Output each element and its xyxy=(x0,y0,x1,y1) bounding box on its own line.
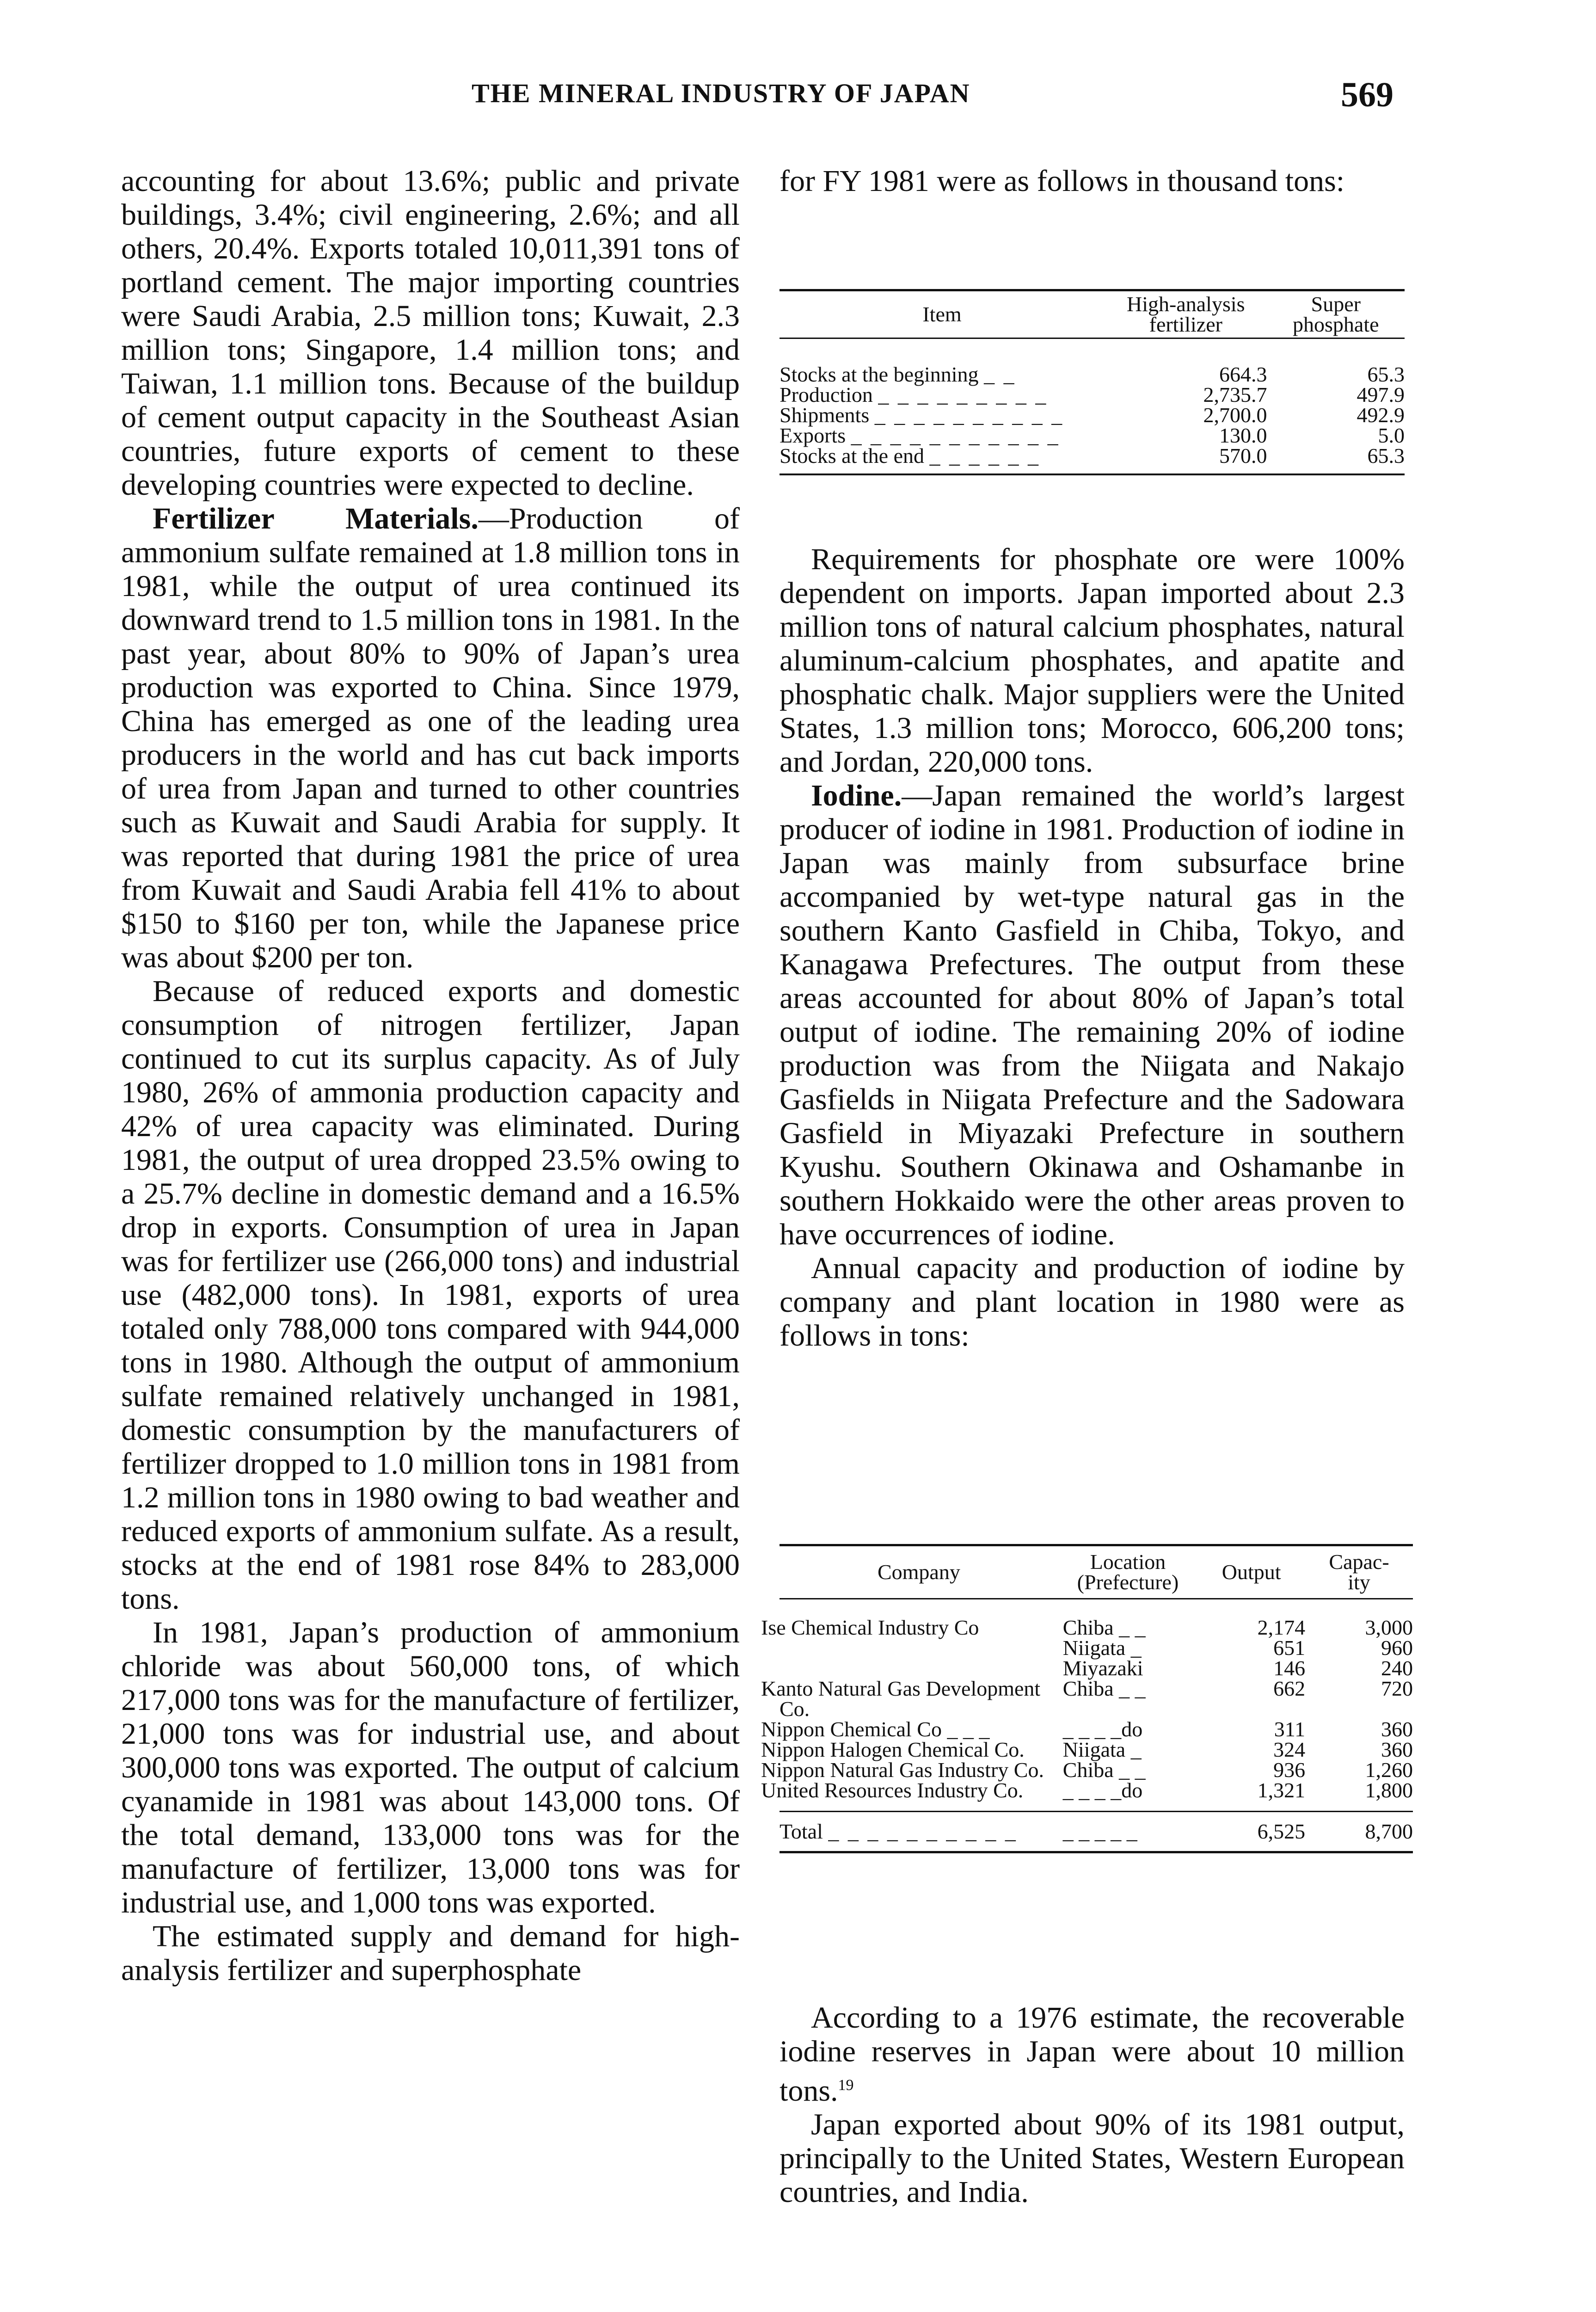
row-company xyxy=(780,1638,1058,1658)
capacity-header-line1: Capac- xyxy=(1329,1550,1389,1574)
row-output: 651 xyxy=(1273,1636,1306,1660)
table-row xyxy=(780,364,1405,385)
fertilizer-table-body xyxy=(780,338,1405,474)
right-column-bottom xyxy=(780,2001,1405,2209)
right-column-middle xyxy=(780,542,1405,1353)
row-capacity: 720 xyxy=(1381,1676,1413,1700)
row-superphosphate: 65.3 xyxy=(1367,362,1405,386)
fy1981-intro-paragraph: for FY 1981 were as follows in thousand tons: xyxy=(780,164,1345,198)
table-header-output: Output xyxy=(1222,1560,1281,1584)
ammonium-chloride-paragraph: In 1981, Japan’s production of ammonium chloride was about 560,000 tons, of which 217,000 tons was for the manufacture of fertilizer, 21,000 tons was for industrial use, and about 300,000 tons was exported. The output of calcium cyanamide in 1981 was about 143,000 tons. Of the total demand, 133,000 tons was for the manufacture of fertilizer, 13,000 tons was for industrial use, and 1,000 tons was exported. xyxy=(121,1616,740,1919)
row-high-analysis: 570.0 xyxy=(1219,443,1267,467)
row-leader: _ _ _ _ _ _ _ _ _ xyxy=(878,382,1048,406)
location-header-line1: Location xyxy=(1090,1550,1166,1574)
iodine-paragraph xyxy=(780,779,1405,1251)
row-location: _ _ _ _do xyxy=(1062,1717,1143,1741)
table-row xyxy=(780,1679,1413,1719)
row-company: Nippon Natural Gas Industry Co. xyxy=(761,1758,1044,1782)
row-capacity: 1,800 xyxy=(1365,1778,1413,1802)
table-row xyxy=(780,1719,1413,1740)
row-leader: _ _ _ _ _ _ _ _ _ _ _ xyxy=(851,423,1060,447)
capacity-header-line2: ity xyxy=(1348,1570,1370,1594)
table-header-item: Item xyxy=(922,302,962,326)
row-high-analysis: 664.3 xyxy=(1219,362,1267,386)
row-output: 662 xyxy=(1273,1676,1306,1700)
table-row xyxy=(780,1658,1413,1679)
row-superphosphate: 5.0 xyxy=(1378,423,1405,447)
phosphate-ore-paragraph: Requirements for phosphate ore were 100% dependent on imports. Japan imported about 2.3 million tons of natural calcium phosphates, natural aluminum-calcium phosphates, and apatite and phosphatic chalk. Major suppliers were the United States, 1.3 million tons; Morocco, 606,200 tons; and Jordan, 220,000 tons. xyxy=(780,542,1405,779)
table-row xyxy=(780,1760,1413,1780)
row-capacity: 240 xyxy=(1381,1656,1413,1680)
iodine-capacity-table xyxy=(761,1544,1413,1853)
right-column-top xyxy=(780,164,1405,198)
row-location: Niigata _ xyxy=(1062,1636,1142,1660)
row-item xyxy=(780,382,1105,406)
row-high-analysis: 2,700.0 xyxy=(1203,403,1267,427)
left-column xyxy=(121,164,740,1987)
table-row xyxy=(780,1617,1413,1638)
row-item-label: Stocks at the end xyxy=(780,443,924,467)
row-company: Nippon Halogen Chemical Co. xyxy=(761,1737,1025,1761)
total-leader: _ _ _ _ _ _ _ _ _ _ xyxy=(828,1820,1018,1843)
row-location: _ _ _ _do xyxy=(1062,1778,1143,1802)
row-company xyxy=(780,1658,1058,1679)
row-high-analysis: 130.0 xyxy=(1219,423,1267,447)
iodine-text: —Japan remained the world’s largest producer of iodine in 1981. Production of iodine in Japan was mainly from subsurface brine accompanied by wet-type natural gas in the southern Kanto Gasfield in Chiba, Tokyo, and Kanagawa Prefectures. The output from these areas accounted for about 80% of Japan’s total output of iodine. The remaining 20% of iodine production was from the Niigata and Nakajo Gasfields in Niigata Prefecture and the Sadowara Gasfield in Miyazaki Prefecture in southern Kyushu. Southern Okinawa and Oshamanbe in southern Hokkaido were the other areas proven to have occurrences of iodine. xyxy=(780,779,1405,1251)
location-header-line2: (Prefecture) xyxy=(1077,1570,1179,1594)
table-spacer-row xyxy=(780,1599,1413,1617)
page-number: 569 xyxy=(1341,75,1393,114)
table-header-capacity xyxy=(1305,1545,1413,1599)
row-company: Nippon Chemical Co _ _ _ xyxy=(761,1717,990,1741)
table-row xyxy=(780,446,1405,466)
row-capacity: 360 xyxy=(1381,1717,1413,1741)
row-superphosphate: 497.9 xyxy=(1357,382,1405,406)
iodine-capacity-intro-paragraph: Annual capacity and production of iodine by company and plant location in 1980 were as follows in tons: xyxy=(780,1251,1405,1353)
row-item xyxy=(780,443,1105,467)
row-output: 146 xyxy=(1273,1656,1306,1680)
row-company: Kanto Natural Gas Development Co. xyxy=(761,1676,1041,1721)
supply-demand-intro-paragraph: The estimated supply and demand for high-analysis fertilizer and superphosphate xyxy=(121,1919,740,1987)
row-capacity: 360 xyxy=(1381,1737,1413,1761)
fertilizer-materials-text: —Production of ammonium sulfate remained at 1.8 million tons in 1981, while the output of urea continued its downward trend to 1.5 million tons in 1981. In the past year, about 80% to 90% of Japan’s urea production was exported to China. Since 1979, China has emerged as one of the leading urea producers in the world and has cut back imports of urea from Japan and turned to other countries such as Kuwait and Saudi Arabia for supply. It was reported that during 1981 the price of urea from Kuwait and Saudi Arabia fell 41% to about $150 to $160 per ton, while the Japanese price was about $200 per ton. xyxy=(121,502,740,974)
total-label: Total xyxy=(780,1820,823,1843)
row-output: 936 xyxy=(1273,1758,1306,1782)
row-superphosphate: 492.9 xyxy=(1357,403,1405,427)
fertilizer-materials-paragraph xyxy=(121,502,740,974)
table-spacer-row xyxy=(780,1801,1413,1812)
row-item xyxy=(780,425,1105,446)
table-spacer-row xyxy=(780,338,1405,364)
row-company: United Resources Industry Co. xyxy=(761,1778,1024,1802)
row-item xyxy=(780,364,1105,385)
total-output: 6,525 xyxy=(1257,1820,1306,1843)
iodine-reserves-paragraph xyxy=(780,2001,1405,2108)
nitrogen-capacity-paragraph: Because of reduced exports and domestic consumption of nitrogen fertilizer, Japan continued to cut its surplus capacity. As of July 1980, 26% of ammonia production capacity and 42% of urea capacity was eliminated. During 1981, the output of urea dropped 23.5% owing to a 25.7% decline in domestic demand and a 16.5% drop in exports. Consumption of urea in Japan was for fertilizer use (266,000 tons) and industrial use (482,000 tons). In 1981, exports of urea totaled only 788,000 tons compared with 944,000 tons in 1980. Although the output of ammonium sulfate remained relatively unchanged in 1981, domestic consumption by the manufacturers of fertilizer dropped to 1.0 million tons in 1981 from 1.2 million tons in 1980 owing to bad weather and reduced exports of ammonium sulfate. As a result, stocks at the end of 1981 rose 84% to 283,000 tons. xyxy=(121,974,740,1616)
table-row xyxy=(780,425,1405,446)
table-row xyxy=(780,405,1405,425)
row-output: 324 xyxy=(1273,1737,1306,1761)
fertilizer-supply-table xyxy=(780,289,1405,475)
row-item-label: Exports xyxy=(780,423,846,447)
row-output: 2,174 xyxy=(1257,1615,1306,1639)
table-header-superphosphate: Super phosphate xyxy=(1293,292,1379,336)
row-superphosphate: 65.3 xyxy=(1367,443,1405,467)
row-output: 1,321 xyxy=(1257,1778,1306,1802)
row-output: 311 xyxy=(1274,1717,1306,1741)
iodine-heading: Iodine. xyxy=(811,779,902,812)
table-row xyxy=(780,385,1405,405)
row-high-analysis: 2,735.7 xyxy=(1203,382,1267,406)
table-header-company: Company xyxy=(877,1560,960,1584)
table-header-high-analysis: High-analysis fertilizer xyxy=(1127,292,1245,336)
row-item-label: Shipments xyxy=(780,403,870,427)
table-total-row xyxy=(780,1812,1413,1852)
row-leader: _ _ xyxy=(984,362,1016,386)
row-location: Chiba _ _ xyxy=(1062,1676,1146,1700)
row-location: Niigata _ xyxy=(1062,1737,1142,1761)
row-location: Chiba _ _ xyxy=(1062,1615,1146,1639)
iodine-reserves-text: According to a 1976 estimate, the recoverable iodine reserves in Japan were about 10 million tons. xyxy=(780,2001,1405,2108)
fertilizer-materials-heading: Fertilizer Materials. xyxy=(153,502,479,535)
row-location: Chiba _ _ xyxy=(1062,1758,1146,1782)
row-capacity: 1,260 xyxy=(1365,1758,1413,1782)
iodine-table-total xyxy=(780,1812,1413,1852)
total-label-cell xyxy=(780,1812,1058,1852)
row-item-label: Production xyxy=(780,382,873,406)
table-row xyxy=(780,1638,1413,1658)
table-header-location xyxy=(1058,1545,1197,1599)
row-company: Ise Chemical Industry Co xyxy=(761,1615,979,1639)
cement-paragraph-continued: accounting for about 13.6%; public and private buildings, 3.4%; civil engineering, 2.6%; and all others, 20.4%. Exports totaled 10,011,391 tons of portland cement. The major importing countries were Saudi Arabia, 2.5 million tons; Kuwait, 2.3 million tons; Singapore, 1.4 million tons; and Taiwan, 1.1 million tons. Because of the buildup of cement output capacity in the Southeast Asian countries, future exports of cement to these developing countries were expected to decline. xyxy=(121,164,740,502)
row-capacity: 3,000 xyxy=(1365,1615,1413,1639)
footnote-reference: 19 xyxy=(838,2077,854,2094)
table-row xyxy=(780,1740,1413,1760)
table-row xyxy=(780,1780,1413,1801)
row-capacity: 960 xyxy=(1381,1636,1413,1660)
total-location: _ _ _ _ _ xyxy=(1062,1820,1137,1843)
iodine-table-body xyxy=(761,1599,1413,1812)
row-location: Miyazaki xyxy=(1062,1656,1143,1680)
row-item-label: Stocks at the beginning xyxy=(780,362,979,386)
row-leader: _ _ _ _ _ _ xyxy=(929,443,1040,467)
iodine-exports-paragraph: Japan exported about 90% of its 1981 output, principally to the United States, Western European countries, and India. xyxy=(780,2108,1405,2209)
running-header-title: THE MINERAL INDUSTRY OF JAPAN xyxy=(472,78,970,108)
row-item xyxy=(780,405,1105,425)
total-capacity: 8,700 xyxy=(1365,1820,1413,1843)
row-leader: _ _ _ _ _ _ _ _ _ _ xyxy=(874,403,1064,427)
